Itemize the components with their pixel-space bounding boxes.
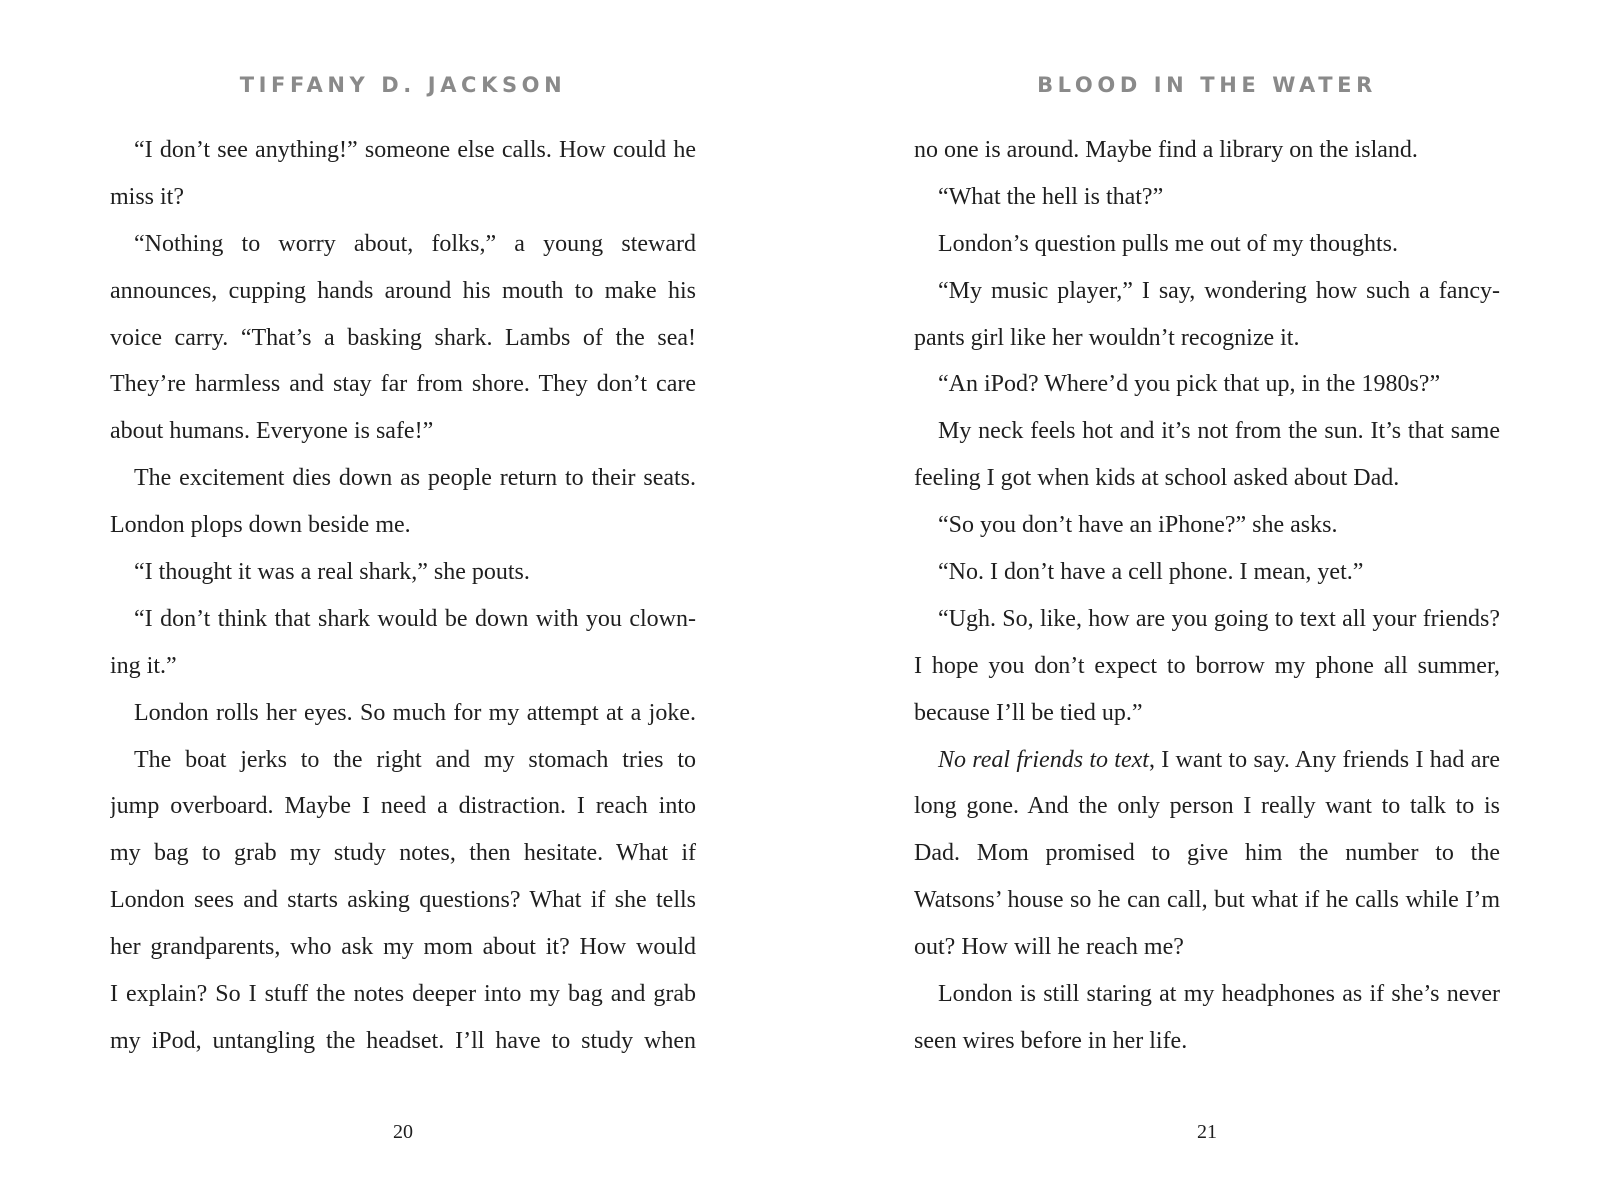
text-line: “So you don’t have an iPhone?” she asks.: [938, 512, 1338, 539]
text-line: “An iPod? Where’d you pick that up, in the 1980s?”: [938, 371, 1441, 398]
right-page-body-text: [914, 127, 1500, 1065]
text-line: “What the hell is that?”: [938, 183, 1164, 210]
running-head-author: TIFFANY D. JACKSON: [239, 73, 567, 97]
text-line: My neck feels hot and it’s not from the sun. It’s that same: [938, 418, 1500, 445]
text-line: Dad. Mom promised to give him the number to the: [914, 840, 1500, 867]
text-line: long gone. And the only person I really want to talk to is: [914, 793, 1500, 820]
right-page: [914, 0, 1500, 1200]
text-line: no one is around. Maybe find a library on the island.: [914, 137, 1418, 163]
text-line: “I thought it was a real shark,” she pouts.: [134, 559, 530, 586]
text-line: London plops down beside me.: [110, 512, 411, 539]
text-line: feeling I got when kids at school asked about Dad.: [914, 465, 1400, 492]
text-line: London’s question pulls me out of my thoughts.: [938, 230, 1398, 257]
text-line: her grandparents, who ask my mom about it? How would: [110, 934, 696, 961]
left-page-body-text: [110, 127, 696, 1065]
text-line: “Ugh. So, like, how are you going to text all your friends?: [938, 605, 1500, 632]
text-line: because I’ll be tied up.”: [914, 699, 1143, 726]
line-text: , I want to say. Any friends I had are: [1148, 746, 1500, 773]
text-line: London is still staring at my headphones as if she’s never: [938, 981, 1500, 1008]
text-line: [914, 737, 1500, 784]
text-line: out? How will he reach me?: [914, 934, 1184, 961]
text-line: seen wires before in her life.: [914, 1027, 1188, 1054]
text-line: London rolls her eyes. So much for my attempt at a joke.: [134, 699, 696, 726]
running-head-title: BLOOD IN THE WATER: [1037, 73, 1377, 97]
text-line: The excitement dies down as people return to their seats.: [134, 465, 696, 492]
text-line: “No. I don’t have a cell phone. I mean, yet.”: [938, 559, 1364, 586]
italic-phrase: No real friends to text: [938, 746, 1149, 773]
text-line: voice carry. “That’s a basking shark. Lambs of the sea!: [110, 324, 696, 351]
text-line: I explain? So I stuff the notes deeper into my bag and grab: [110, 981, 696, 1008]
text-line: The boat jerks to the right and my stomach tries to: [134, 746, 696, 773]
text-line: miss it?: [110, 183, 185, 210]
left-page: [110, 0, 696, 1200]
text-line: pants girl like her wouldn’t recognize it.: [914, 324, 1300, 351]
text-line: announces, cupping hands around his mouth to make his: [110, 277, 696, 304]
text-line: They’re harmless and stay far from shore. They don’t care: [110, 371, 696, 398]
page-number-left: 20: [393, 1121, 413, 1143]
text-line: “I don’t think that shark would be down with you clown-: [134, 605, 696, 632]
text-line: “My music player,” I say, wondering how such a fancy-: [938, 277, 1500, 304]
text-line: my iPod, untangling the headset. I’ll have to study when: [110, 1027, 696, 1054]
text-line: London sees and starts asking questions? What if she tells: [110, 887, 696, 914]
text-line: “I don’t see anything!” someone else calls. How could he: [134, 137, 696, 163]
text-line: about humans. Everyone is safe!”: [110, 418, 434, 445]
text-line: “Nothing to worry about, folks,” a young steward: [134, 230, 696, 257]
text-line: Watsons’ house so he can call, but what if he calls while I’m: [914, 887, 1500, 914]
text-line: jump overboard. Maybe I need a distraction. I reach into: [110, 793, 696, 820]
text-line: my bag to grab my study notes, then hesitate. What if: [110, 840, 696, 867]
text-line: I hope you don’t expect to borrow my phone all summer,: [914, 652, 1500, 679]
text-line: ing it.”: [110, 652, 177, 679]
page-number-right: 21: [1197, 1121, 1217, 1143]
